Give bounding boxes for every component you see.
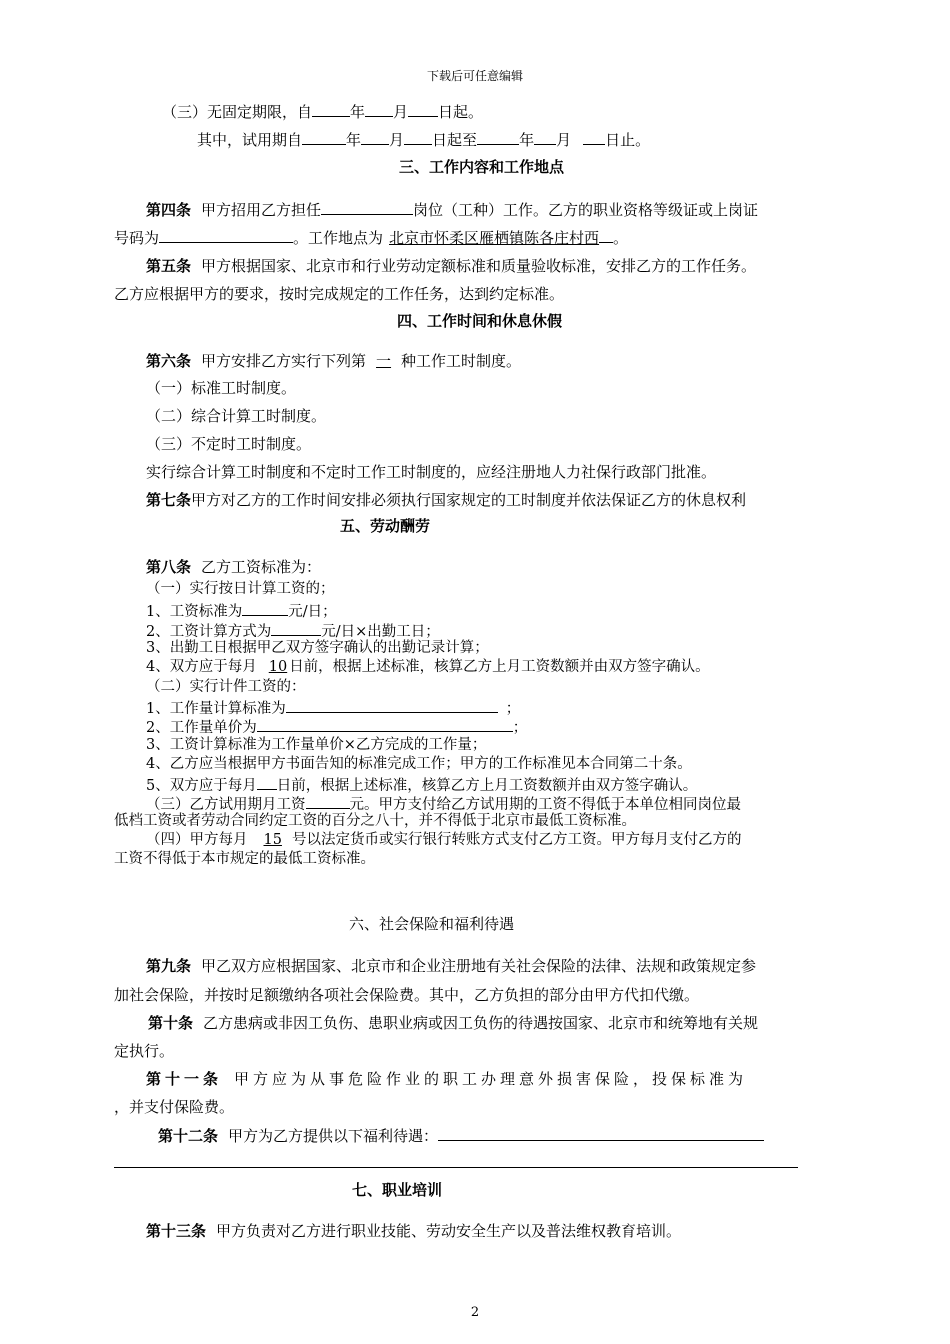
page-number: 2 bbox=[470, 1305, 480, 1320]
article-8-line: 第八条 乙方工资标准为： bbox=[146, 558, 322, 576]
article-10-line-1: 第十条 乙方患病或非因工负伤、患职业病或因工负伤的待遇按国家、北京市和统筹地有关规 bbox=[148, 1014, 759, 1032]
pay-daily-heading: （一）实行按日计算工资的； bbox=[146, 581, 335, 597]
section-heading-6: 六、社会保险和福利待遇 bbox=[349, 915, 515, 933]
term-line-3: （三）无固定期限，自 年 月 日起。 bbox=[162, 103, 484, 121]
work-hour-note: 实行综合计算工时制度和不定时工作工时制度的，应经注册地人力社保行政部门批准。 bbox=[146, 463, 717, 481]
article-11-line-2: ，并支付保险费。 bbox=[114, 1098, 235, 1116]
article-5-line-1: 第五条 甲方根据国家、北京市和行业劳动定额标准和质量验收标准，安排乙方的工作任务。 bbox=[146, 257, 757, 275]
article-13-line: 第十三条 甲方负责对乙方进行职业技能、劳动安全生产以及普法维权教育培训。 bbox=[146, 1222, 682, 1240]
article-6-line: 第六条 甲方安排乙方实行下列第 一 种工作工时制度。 bbox=[146, 352, 522, 370]
probation-wage-line-2: 低档工资或者劳动合同约定工资的百分之八十，并不得低于北京市最低工资标准。 bbox=[114, 813, 636, 829]
welfare-blank-line bbox=[114, 1167, 798, 1168]
article-4-line-1: 第四条 甲方招用乙方担任 岗位（工种）工作。乙方的职业资格等级证或上岗证 bbox=[146, 201, 759, 219]
pay-piece-item-2: 2、工作量单价为 ； bbox=[146, 716, 527, 738]
pay-piece-item-4: 4、乙方应当根据甲方书面告知的标准完成工作；甲方的工作标准见本合同第二十条。 bbox=[146, 756, 692, 772]
article-9-line-2: 加社会保险，并按时足额缴纳各项社会保险费。其中，乙方负担的部分由甲方代扣代缴。 bbox=[114, 986, 700, 1004]
pay-piece-item-5: 5、双方应于每月 日前，根据上述标准，核算乙方上月工资数额并由双方签字确认。 bbox=[146, 774, 697, 796]
probation-line: 其中，试用期自 年 月 日起至 年 月 日止。 bbox=[197, 131, 651, 149]
article-10-line-2: 定执行。 bbox=[114, 1042, 175, 1060]
section-heading-4: 四、工作时间和休息休假 bbox=[397, 312, 563, 330]
article-9-line-1: 第九条 甲乙双方应根据国家、北京市和企业注册地有关社会保险的法律、法规和政策规定参 bbox=[146, 957, 757, 975]
article-5-line-2: 乙方应根据甲方的要求，按时完成规定的工作任务，达到约定标准。 bbox=[114, 285, 565, 303]
work-hour-option-2: （二）综合计算工时制度。 bbox=[146, 407, 327, 425]
payment-line-2: 工资不得低于本市规定的最低工资标准。 bbox=[114, 851, 375, 867]
work-hour-option-3: （三）不定时工时制度。 bbox=[146, 435, 312, 453]
article-11-line-1: 第十一条 甲方应为从事危险作业的职工办理意外损害保险，投保标准为 bbox=[146, 1070, 748, 1088]
probation-wage-line-1: （三）乙方试用期月工资 元。甲方支付给乙方试用期的工资不得低于本单位相同岗位最 bbox=[146, 793, 741, 815]
pay-daily-item-1: 1、工资标准为 元/日； bbox=[146, 600, 337, 622]
pay-piece-item-1: 1、工作量计算标准为 ； bbox=[146, 697, 520, 719]
pay-piece-item-3: 3、工资计算标准为工作量单价×乙方完成的工作量； bbox=[146, 737, 487, 753]
payment-line-1: （四）甲方每月 15 号以法定货币或实行银行转账方式支付乙方工资。甲方每月支付乙方的 bbox=[146, 832, 742, 848]
section-heading-7: 七、职业培训 bbox=[352, 1181, 443, 1199]
article-7-line: 第七条甲方对乙方的工作时间安排必须执行国家规定的工时制度并依法保证乙方的休息权利 bbox=[146, 491, 747, 509]
article-12-line: 第十二条 甲方为乙方提供以下福利待遇： bbox=[158, 1125, 764, 1146]
article-4-line-2: 号码为 。工作地点为 北京市怀柔区雁栖镇陈各庄村西 。 bbox=[114, 229, 629, 247]
pay-daily-item-2: 2、工资计算方式为 元/日×出勤工日； bbox=[146, 620, 440, 642]
pay-piece-heading: （二）实行计件工资的： bbox=[146, 679, 306, 695]
page-header: 下载后可任意编辑 bbox=[426, 69, 523, 83]
pay-daily-item-3: 3、出勤工日根据甲乙双方签字确认的出勤记录计算； bbox=[146, 640, 489, 656]
work-hour-option-1: （一）标准工时制度。 bbox=[146, 379, 297, 397]
pay-daily-item-4: 4、双方应于每月 10 日前，根据上述标准，核算乙方上月工资数额并由双方签字确认。 bbox=[146, 659, 710, 675]
section-heading-5: 五、劳动酬劳 bbox=[340, 517, 431, 535]
section-heading-3: 三、工作内容和工作地点 bbox=[399, 158, 565, 176]
